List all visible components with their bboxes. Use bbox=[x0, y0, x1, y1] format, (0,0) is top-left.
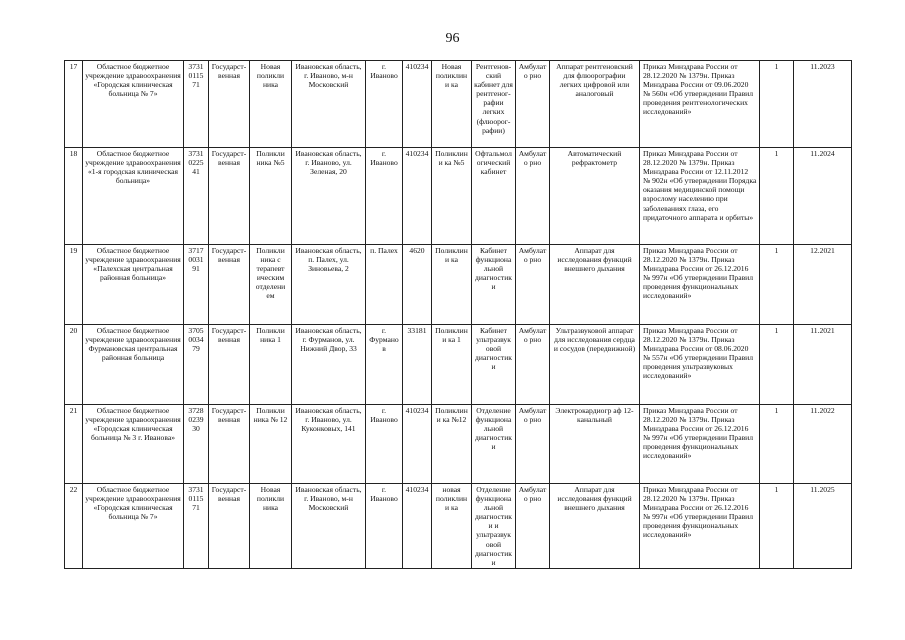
care-type: Амбулато рно bbox=[516, 325, 550, 405]
subunit: Поликлини ка bbox=[432, 245, 472, 325]
ownership: Государст-венная bbox=[209, 245, 250, 325]
subunit: Поликлини ка №12 bbox=[432, 405, 472, 484]
city: г. Фурмано в bbox=[366, 325, 403, 405]
care-type: Амбулато рно bbox=[516, 148, 550, 245]
table-row bbox=[65, 61, 852, 148]
address: Ивановская область, г. Иваново, м-н Московский bbox=[292, 484, 366, 569]
unit: Поликли ника 1 bbox=[250, 325, 292, 405]
equipment: Автоматический рефрактометр bbox=[550, 148, 640, 245]
date: 11.2021 bbox=[794, 325, 852, 405]
postal-index: 4620 bbox=[403, 245, 432, 325]
table-row bbox=[65, 325, 852, 405]
postal-index: 410234 bbox=[403, 61, 432, 148]
address: Ивановская область, г. Фурманов, ул. Нижний Двор, 33 bbox=[292, 325, 366, 405]
quantity: 1 bbox=[760, 245, 794, 325]
legal-order: Приказ Минздрава России от 28.12.2020 № 1379н. Приказ Минздрава России от 26.12.2016 № 997н «Об утверждении Правил проведения функциональных исследований» bbox=[640, 245, 760, 325]
unit: Новая поликли ника bbox=[250, 484, 292, 569]
ownership: Государст-венная bbox=[209, 148, 250, 245]
subunit: Поликлини ка 1 bbox=[432, 325, 472, 405]
unit: Поликли ника с терапевт ическим отделени ем bbox=[250, 245, 292, 325]
row-number: 21 bbox=[65, 405, 83, 484]
table-row bbox=[65, 245, 852, 325]
row-number: 17 bbox=[65, 61, 83, 148]
org-code: 3731 0115 71 bbox=[184, 484, 209, 569]
postal-index: 410234 bbox=[403, 405, 432, 484]
org-code: 3728 0239 30 bbox=[184, 405, 209, 484]
date: 12.2021 bbox=[794, 245, 852, 325]
equipment: Электрокардиогр аф 12-канальный bbox=[550, 405, 640, 484]
table-row bbox=[65, 148, 852, 245]
unit: Новая поликли ника bbox=[250, 61, 292, 148]
room: Кабинет ультразвук овой диагностик и bbox=[472, 325, 516, 405]
legal-order: Приказ Минздрава России от 28.12.2020 № 1379н. Приказ Минздрава России от 26.12.2016 № 997н «Об утверждении Правил проведения функциональных исследований» bbox=[640, 405, 760, 484]
legal-order: Приказ Минздрава России от 28.12.2020 № 1379н. Приказ Минздрава России от 12.11.2012 № 902н «Об утверждении Порядка оказания медицинской помощи взрослому населению при заболеваниях глаза, его придаточного аппарата и орбиты» bbox=[640, 148, 760, 245]
table-row bbox=[65, 405, 852, 484]
subunit: Поликлини ка №5 bbox=[432, 148, 472, 245]
address: Ивановская область, г. Иваново, м-н Московский bbox=[292, 61, 366, 148]
room: Отделение функциона льной диагностик и и ультразвук овой диагностик и bbox=[472, 484, 516, 569]
quantity: 1 bbox=[760, 484, 794, 569]
organization: Областное бюджетное учреждение здравоохранения Фурмановская центральная районная больница bbox=[83, 325, 184, 405]
equipment: Аппарат для исследования функций внешнего дыхания bbox=[550, 484, 640, 569]
equipment-table bbox=[64, 60, 852, 569]
address: Ивановская область, г. Иваново, ул. Зеленая, 20 bbox=[292, 148, 366, 245]
organization: Областное бюджетное учреждение здравоохранения «Городская клиническая больница № 7» bbox=[83, 484, 184, 569]
equipment: Аппарат для исследования функций внешнего дыхания bbox=[550, 245, 640, 325]
row-number: 20 bbox=[65, 325, 83, 405]
room: Кабинет функциона льной диагностик и bbox=[472, 245, 516, 325]
city: г. Иваново bbox=[366, 405, 403, 484]
row-number: 18 bbox=[65, 148, 83, 245]
city: г. Иваново bbox=[366, 484, 403, 569]
legal-order: Приказ Минздрава России от 28.12.2020 № 1379н. Приказ Минздрава России от 08.06.2020 № 557н «Об утверждении Правил проведения ультразвуковых исследований» bbox=[640, 325, 760, 405]
postal-index: 410234 bbox=[403, 148, 432, 245]
address: Ивановская область, г. Иваново, ул. Куконковых, 141 bbox=[292, 405, 366, 484]
org-code: 3731 0225 41 bbox=[184, 148, 209, 245]
room: Рентгенов-ский кабинет для рентгеног-рафии легких (флюорог-рафии) bbox=[472, 61, 516, 148]
organization: Областное бюджетное учреждение здравоохранения «Городская клиническая больница № 3 г. Иванова» bbox=[83, 405, 184, 484]
org-code: 3731 0115 71 bbox=[184, 61, 209, 148]
date: 11.2024 bbox=[794, 148, 852, 245]
equipment: Аппарат рентгеновский для флюорографии легких цифровой или аналоговый bbox=[550, 61, 640, 148]
date: 11.2023 bbox=[794, 61, 852, 148]
postal-index: 410234 bbox=[403, 484, 432, 569]
ownership: Государст-венная bbox=[209, 405, 250, 484]
subunit: новая поликлини ка bbox=[432, 484, 472, 569]
room: Отделение функциона льной диагностик и bbox=[472, 405, 516, 484]
care-type: Амбулато рно bbox=[516, 61, 550, 148]
date: 11.2022 bbox=[794, 405, 852, 484]
organization: Областное бюджетное учреждение здравоохранения «Палехская центральная районная больница» bbox=[83, 245, 184, 325]
legal-order: Приказ Минздрава России от 28.12.2020 № 1379н. Приказ Минздрава России от 09.06.2020 № 560н «Об утверждении Правил проведения рентгенологических исследований» bbox=[640, 61, 760, 148]
ownership: Государст-венная bbox=[209, 325, 250, 405]
row-number: 22 bbox=[65, 484, 83, 569]
room: Офтальмол огический кабинет bbox=[472, 148, 516, 245]
page-number: 96 bbox=[445, 31, 460, 46]
postal-index: 33181 bbox=[403, 325, 432, 405]
quantity: 1 bbox=[760, 405, 794, 484]
org-code: 3717 0031 91 bbox=[184, 245, 209, 325]
care-type: Амбулато рно bbox=[516, 484, 550, 569]
ownership: Государст-венная bbox=[209, 484, 250, 569]
quantity: 1 bbox=[760, 61, 794, 148]
equipment: Ультразвуковой аппарат для исследования сердца и сосудов (передвижной) bbox=[550, 325, 640, 405]
address: Ивановская область, п. Палех, ул. Зиновьева, 2 bbox=[292, 245, 366, 325]
row-number: 19 bbox=[65, 245, 83, 325]
quantity: 1 bbox=[760, 148, 794, 245]
city: г. Иваново bbox=[366, 61, 403, 148]
quantity: 1 bbox=[760, 325, 794, 405]
city: г. Иваново bbox=[366, 148, 403, 245]
org-code: 3705 0034 79 bbox=[184, 325, 209, 405]
unit: Поликли ника № 12 bbox=[250, 405, 292, 484]
care-type: Амбулато рно bbox=[516, 245, 550, 325]
organization: Областное бюджетное учреждение здравоохранения «Городская клиническая больница № 7» bbox=[83, 61, 184, 148]
subunit: Новая поликлини ка bbox=[432, 61, 472, 148]
care-type: Амбулато рно bbox=[516, 405, 550, 484]
organization: Областное бюджетное учреждение здравоохранения «1-я городская клиническая больница» bbox=[83, 148, 184, 245]
table-row bbox=[65, 484, 852, 569]
date: 11.2025 bbox=[794, 484, 852, 569]
ownership: Государст-венная bbox=[209, 61, 250, 148]
legal-order: Приказ Минздрава России от 28.12.2020 № 1379н. Приказ Минздрава России от 26.12.2016 № 997н «Об утверждении Правил проведения функциональных исследований» bbox=[640, 484, 760, 569]
unit: Поликли ника №5 bbox=[250, 148, 292, 245]
city: п. Палех bbox=[366, 245, 403, 325]
